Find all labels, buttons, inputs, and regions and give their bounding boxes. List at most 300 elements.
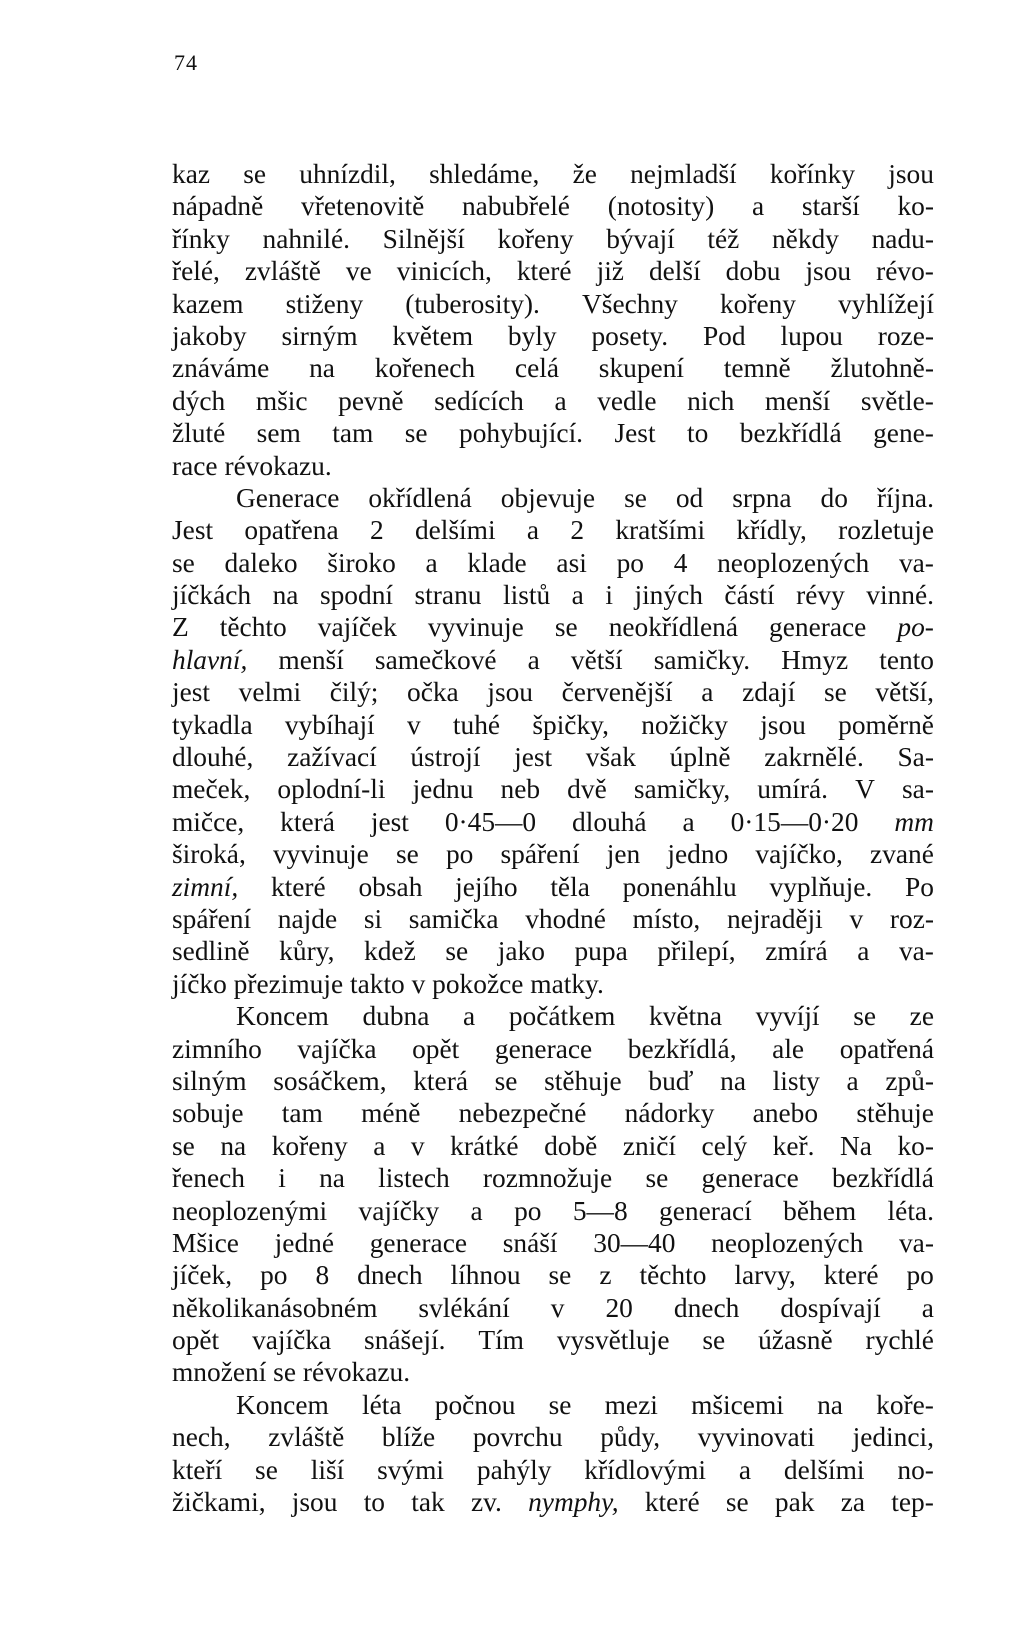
word: a [571,580,584,611]
word: Sa- [897,742,934,773]
word: kaz [172,159,211,189]
word: po [906,1260,934,1291]
body-text [172,158,934,1518]
word: nádorky [624,1098,715,1129]
word: nadu- [871,223,934,254]
word: vajíčky [358,1195,440,1226]
word: meček, [172,774,251,805]
word: samičky. [653,644,751,675]
word: blíže [381,1422,436,1453]
word: řenech [172,1163,245,1194]
word: líhnou [450,1260,521,1291]
word: jedné [274,1227,334,1258]
word: a [373,1130,386,1161]
word: bývají [606,223,675,254]
word: jednu [412,774,474,805]
word: generace [769,612,867,643]
word: samečkové [374,644,497,675]
word: a [463,1001,476,1032]
word: které [516,256,572,287]
word: dlouhá [572,806,647,837]
word: Koncem [236,1001,329,1032]
word: na [319,1163,345,1194]
word: které [823,1260,879,1291]
word: se [548,1260,572,1291]
word: a [857,936,870,967]
word: po- [897,612,934,643]
text-line [172,1130,934,1162]
word: va- [898,1227,934,1258]
word: opět [172,1325,220,1356]
word: Hmyz [781,644,849,675]
word: kořeny [719,288,796,319]
word: koře- [876,1389,934,1420]
word: se [725,1487,749,1518]
word: vhodné [525,903,606,934]
word: počnou [434,1389,516,1420]
word: v [410,1130,425,1161]
word: bezkřídlá [739,418,842,449]
word: rozmnožuje [482,1163,613,1194]
word: vajíčka [252,1325,332,1356]
word: generace [369,1227,468,1258]
word: že [572,159,597,189]
text-line [172,320,934,352]
word: keř. [772,1130,815,1161]
word: obsah [358,871,423,902]
word: zdají [742,677,796,708]
word: a [554,385,567,416]
word: no- [897,1454,934,1485]
word: na [220,1130,247,1161]
word: pahýly [476,1454,552,1485]
text-line [172,1033,934,1065]
word: vedle [597,385,657,416]
word: a [682,806,695,837]
word: vyplňuje. [769,871,873,902]
text-line [172,1259,934,1291]
word: zakrnělé. [764,742,864,773]
word: kratšími [615,515,706,546]
text-line [172,190,934,222]
word: matky. [530,968,604,999]
word: V [855,774,875,805]
word: si [363,903,383,934]
word: zvláště [268,1422,345,1453]
word: stěhuje [544,1065,622,1096]
word: v [406,709,421,740]
word: ale [772,1033,805,1064]
word: jiných [634,580,703,611]
word: hlavní, [172,644,248,675]
word: rozletuje [838,515,934,546]
word: opatřená [839,1033,934,1064]
word: asi [556,547,587,578]
word: snášejí. [364,1325,446,1356]
word: světle- [860,385,934,416]
text-line [172,1227,934,1259]
word: vyvinuje [272,839,369,870]
word: kdež [364,936,416,967]
word: bezkřídlá, [627,1033,737,1064]
word: se [404,418,428,449]
text-line [172,611,934,643]
word: stěhuje [856,1098,934,1129]
word: poměrně [838,709,934,740]
text-line [172,1292,934,1324]
word: i [278,1163,286,1194]
word: vyhlížejí [838,288,934,319]
word: v [550,1292,565,1323]
word: vybíhají [284,709,375,740]
word: sedlině [172,936,250,967]
word: roz- [889,903,934,934]
text-line [172,352,934,384]
word: 2 [369,515,384,546]
word: jíčkách [172,580,252,611]
word: května [648,1001,722,1032]
word: menší [764,385,831,416]
text-line [172,1097,934,1129]
word: v [411,968,433,999]
word: buď [648,1065,694,1096]
word: roze- [877,320,934,351]
word: celá [514,353,559,384]
word: po [514,1195,542,1226]
word: ponenáhlu [622,871,737,902]
word: jedinci, [852,1422,934,1453]
text-line [172,741,934,773]
word: sa- [902,774,934,805]
word: listech [378,1163,450,1194]
word: srpna [732,482,792,513]
word: neoplozených [717,547,870,578]
word: 20 [605,1292,633,1323]
word: vysvětluje [556,1325,670,1356]
word: nabubřelé [461,191,570,222]
word: pohybující. [459,418,584,449]
text-line [172,903,934,935]
word: shledáme, [429,159,540,189]
word: tykadla [172,709,253,740]
text-line [172,385,934,417]
word: dvě [567,774,607,805]
word: i [605,580,613,611]
word: révy [796,580,845,611]
word: nymphy, [528,1487,619,1518]
word: jíčko [172,968,234,999]
word: listů [502,580,551,611]
text-line [172,709,934,741]
word: celý [701,1130,748,1161]
word: jest [370,806,409,837]
text-line [172,288,934,320]
word: množení [172,1357,274,1388]
word: a [527,644,540,675]
word: květem [392,320,474,351]
word: Po [904,871,934,902]
word: va- [898,936,934,967]
word: najde [277,903,338,934]
word: 0·15—0·20 [730,806,859,837]
word: špičky, [532,709,609,740]
text-line [172,450,934,482]
word: samička [408,903,499,934]
text-line [172,644,934,676]
text-line [172,935,934,967]
word: temně [723,353,791,384]
word: jsou [760,709,806,740]
word: ve [345,256,372,287]
word: od [675,482,704,513]
word: byly [507,320,557,351]
word: řínky [172,223,230,254]
word: kůry, [279,936,335,967]
word: někdy [771,223,839,254]
word: ko- [897,1130,934,1161]
word: zničí [622,1130,677,1161]
word: se [273,1357,303,1388]
word: sedících [434,385,524,416]
word: méně [361,1098,421,1129]
word: vyvinovati [697,1422,815,1453]
word: pak [774,1487,815,1518]
word: a [701,677,714,708]
text-line [172,482,934,514]
word: nebezpečné [458,1098,587,1129]
word: po [260,1260,288,1291]
word: sosáčkem, [273,1065,387,1096]
word: sem [256,418,301,449]
word: Generace [236,482,340,513]
text-line [172,223,934,255]
text-line [172,1195,934,1227]
word: se [255,1454,278,1485]
word: se [243,159,267,189]
text-line [172,968,934,1000]
word: jejího [455,871,518,902]
word: se [823,677,847,708]
word: povrchu [472,1422,563,1453]
word: se [395,839,419,870]
word: tuhé [452,709,501,740]
word: delšími [414,515,496,546]
word: oplodní-li [277,774,386,805]
word: gene- [873,418,934,449]
word: z [599,1260,612,1291]
word: neokřídlená [608,612,738,643]
word: zv. [470,1487,502,1518]
word: Na [840,1130,872,1161]
word: v [849,903,864,934]
word: žluté [172,418,226,449]
word: generací [659,1195,752,1226]
word: jsou [291,1487,338,1518]
word: půdy, [600,1422,661,1453]
text-line [172,1065,934,1097]
word: bezkřídlá [832,1163,934,1194]
word: Silnější [382,223,465,254]
word: vřetenovitě [301,191,425,222]
text-line [172,1389,934,1421]
text-line [172,871,934,903]
word: 8 [315,1260,330,1291]
word: době [544,1130,598,1161]
word: se [702,1325,726,1356]
text-line [172,806,934,838]
word: (tuberosity). [405,288,540,319]
text-line [172,547,934,579]
word: větší, [875,677,934,708]
word: mšicemi [691,1389,784,1420]
word: nahnilé. [262,223,350,254]
word: listy [772,1065,820,1096]
word: na [272,580,299,611]
word: 30—40 [593,1227,676,1258]
word: mezi [604,1389,658,1420]
word: úžasně [758,1325,833,1356]
word: se [645,1163,669,1194]
word: klade [467,547,527,578]
word: široko [327,547,396,578]
word: neoplozených [711,1227,864,1258]
word: jedno [667,839,729,870]
word: na [309,353,335,384]
word: kazem [172,288,244,319]
word: mm [894,806,934,837]
word: žičkami, [172,1487,266,1518]
word: kořeny [497,223,574,254]
word: jsou [888,159,934,189]
word: kořeny [271,1130,348,1161]
word: starší [801,191,860,222]
word: 0·45—0 [444,806,537,837]
word: která [413,1065,468,1096]
word: pevně [338,385,404,416]
word: způ- [885,1065,934,1096]
word: zažívací [287,742,377,773]
word: se [494,1065,518,1096]
word: krátké [450,1130,519,1161]
word: znáváme [172,353,270,384]
word: generace [701,1163,799,1194]
word: objevuje [500,482,596,513]
word: spáření [500,839,580,870]
word: tak [411,1487,445,1518]
word: křídly, [736,515,807,546]
word: dospívají [780,1292,881,1323]
text-line [172,514,934,546]
word: vyvíjí [755,1001,820,1032]
word: za [840,1487,866,1518]
word: těla [550,871,590,902]
word: se [172,1130,195,1161]
word: se [624,482,647,513]
page-number: 74 [174,50,198,75]
word: jsou [805,256,852,287]
word: které [644,1487,700,1518]
word: uhnízdil, [299,159,396,189]
word: ze [909,1001,934,1032]
word: vyvinuje [427,612,524,643]
word: dnech [673,1292,740,1323]
word: úplně [669,742,731,773]
word: již [596,256,624,287]
word: (notosity) [607,191,715,222]
word: jsou [487,677,534,708]
word: Z [172,612,189,643]
word: dobu [725,256,781,287]
word: přezimuje [233,968,350,999]
word: rychlé [865,1325,934,1356]
word: ústrojí [410,742,481,773]
word: a [425,547,438,578]
word: Jest [614,418,656,449]
text-line [172,676,934,708]
word: ko- [897,191,934,222]
word: mičce, [172,806,245,837]
word: tam [332,418,374,449]
word: se [445,936,469,967]
text-line [172,1356,934,1388]
word: červenější [561,677,673,708]
word: tep- [891,1487,934,1518]
word: křídlovými [584,1454,707,1485]
word: počátkem [508,1001,616,1032]
text-line [172,1454,934,1486]
word: nápadně [172,191,264,222]
word: těchto [639,1260,707,1291]
word: okřídlená [368,482,472,513]
word: a [921,1292,934,1323]
word: samičky, [633,774,731,805]
word: na [720,1065,746,1096]
word: kořínky [769,159,856,189]
word: částí [724,580,775,611]
word: Všechny [582,288,678,319]
word: zvláště [244,256,321,287]
word: sirným [281,320,358,351]
word: na [817,1389,843,1420]
word: které [270,871,326,902]
word: zmírá [765,936,828,967]
word: liší [310,1454,345,1485]
word: spáření [172,903,252,934]
word: 5—8 [572,1195,628,1226]
word: to [363,1487,385,1518]
text-line [172,1000,934,1032]
text-line [172,1421,934,1453]
word: anebo [752,1098,819,1129]
word: pokožce [432,968,531,999]
word: však [585,742,637,773]
word: a [470,1195,483,1226]
word: révokazu. [224,450,332,481]
text-line [172,579,934,611]
word: nejmladší [630,159,737,189]
word: stranu [414,580,482,611]
word: a [526,515,540,546]
word: a [738,1454,752,1485]
text-line [172,838,934,870]
word: a [846,1065,859,1096]
word: dlouhé, [172,742,254,773]
text-line [172,158,934,190]
word: tento [879,644,934,675]
word: vinicích, [396,256,492,287]
word: vajíček [317,612,397,643]
word: opatřena [244,515,339,546]
